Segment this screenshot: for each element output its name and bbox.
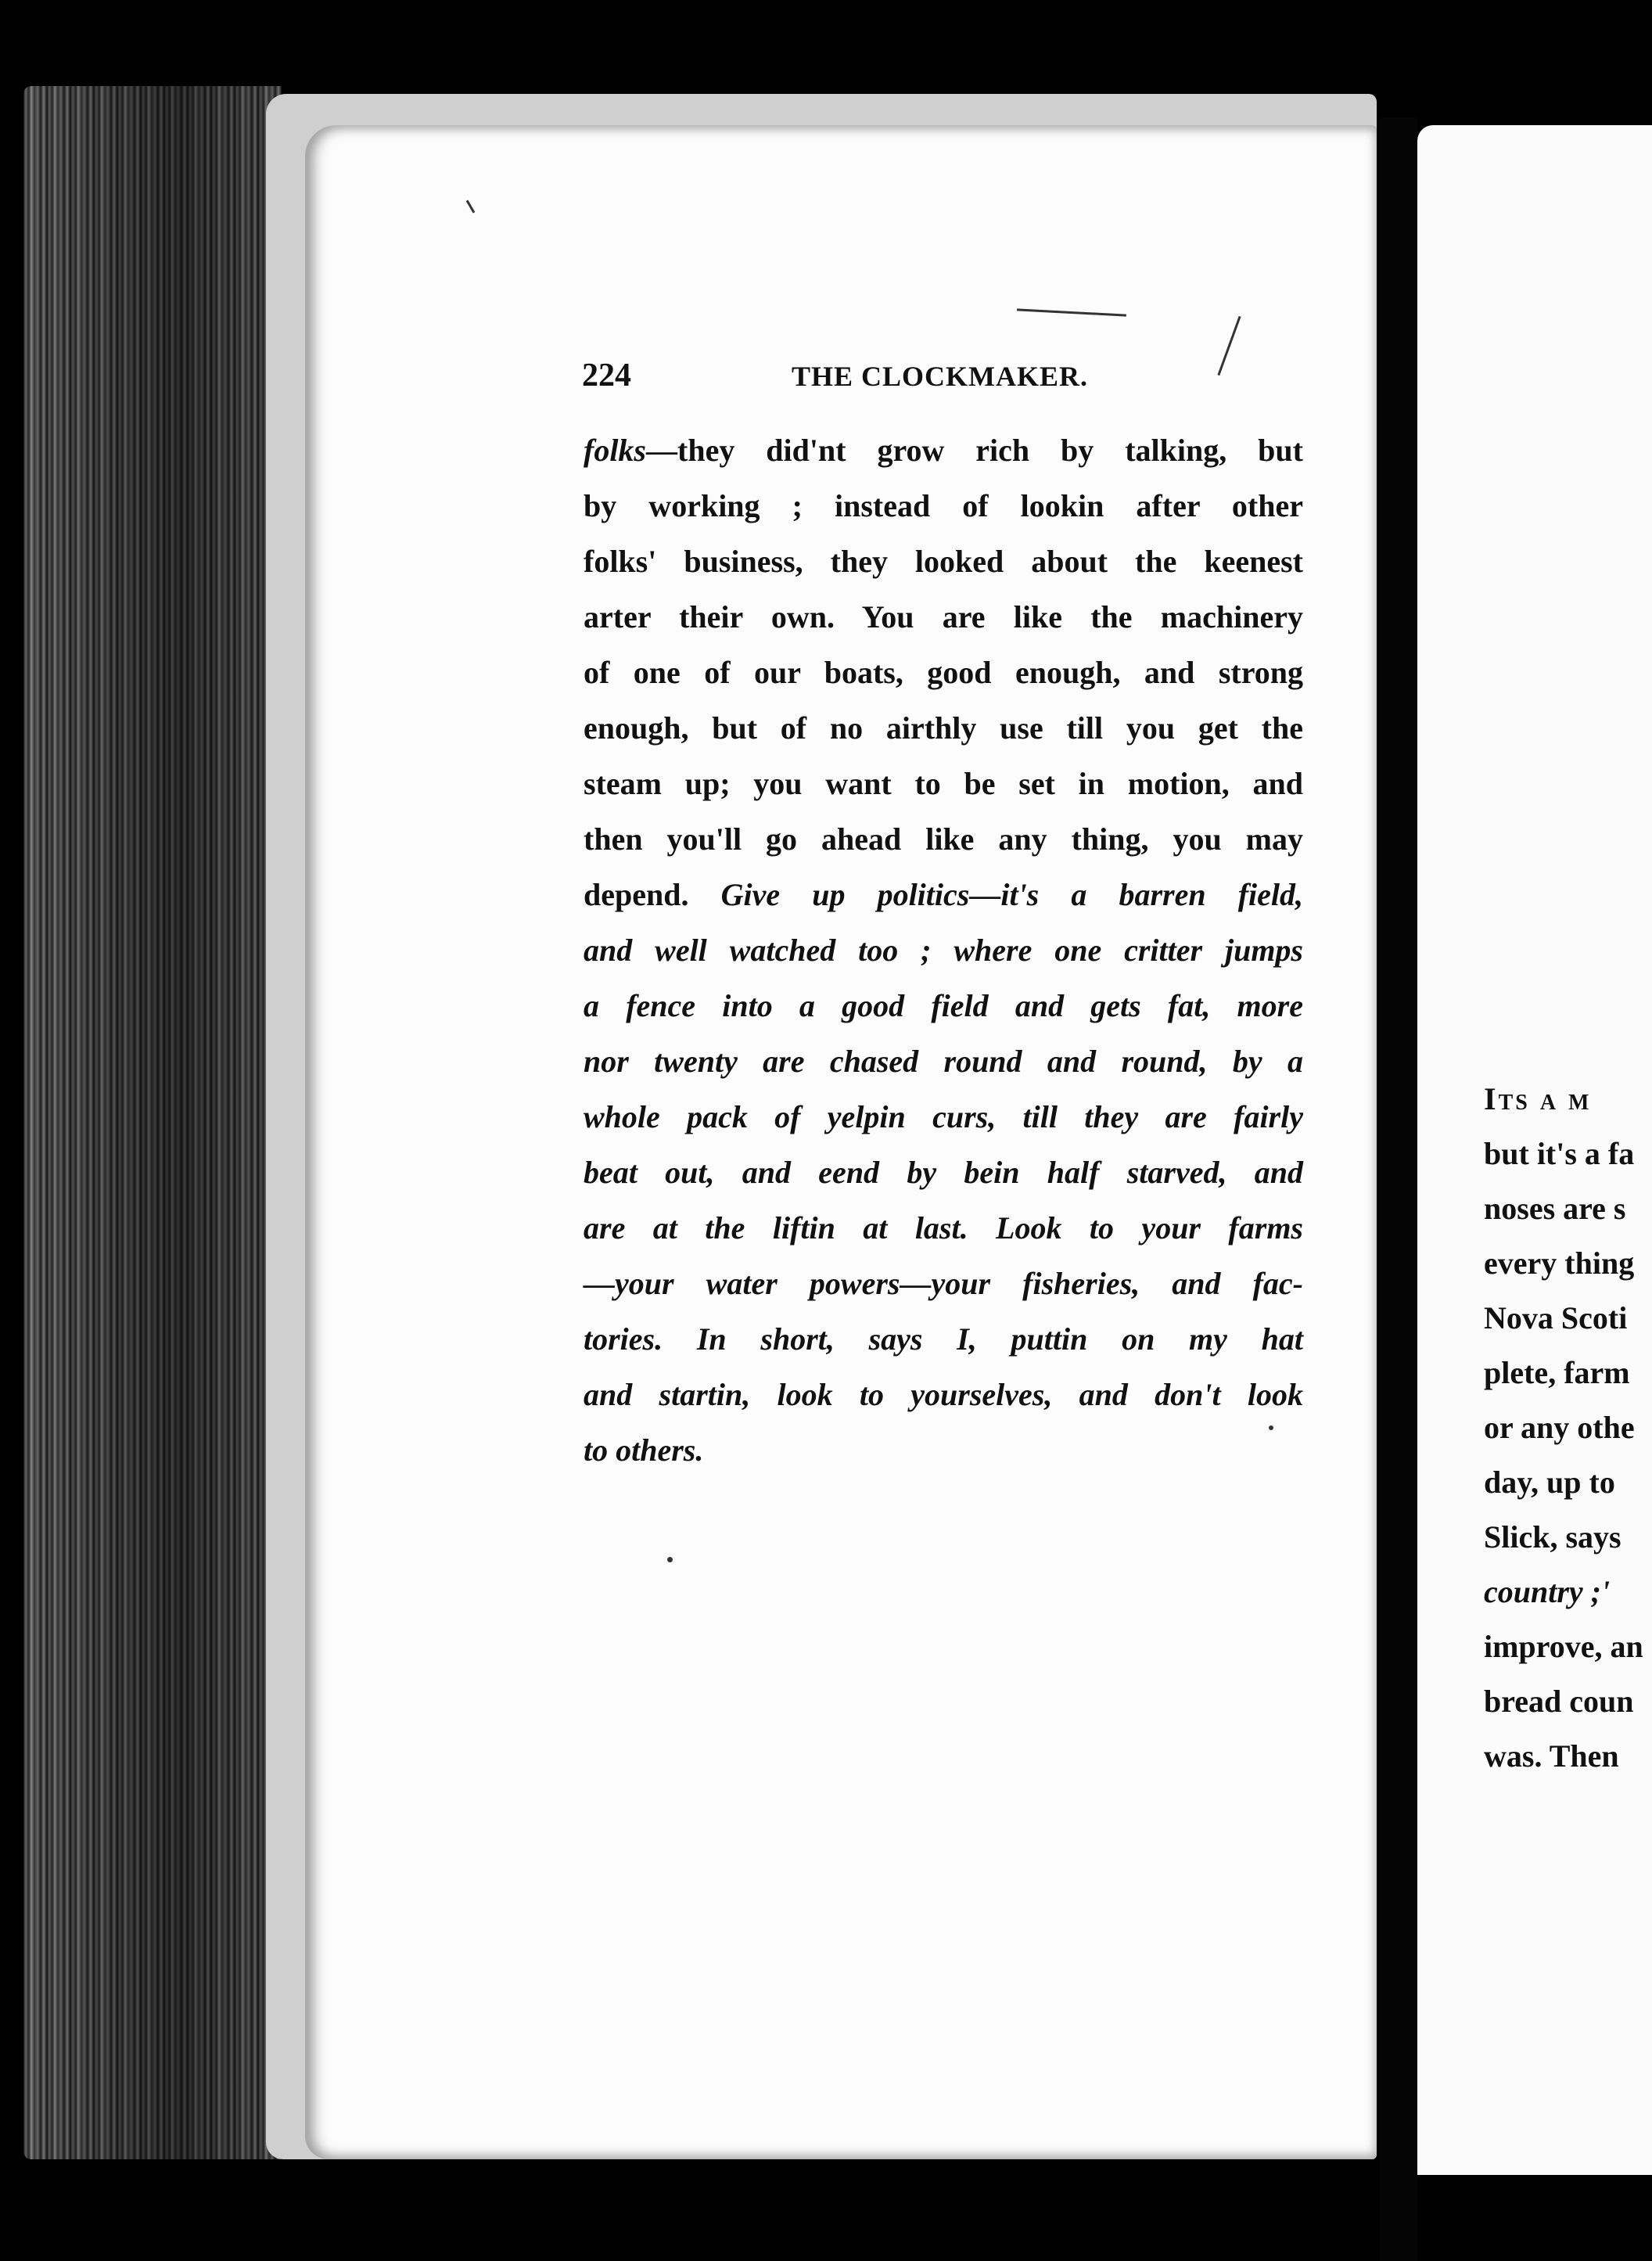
text-line: beat out, and eend by bein half starved, and	[584, 1155, 1303, 1190]
text-line: are at the liftin at last. Look to your farms	[584, 1210, 1303, 1246]
text-segment: Give up politics—it's a barren field,	[720, 877, 1303, 912]
page-header	[582, 357, 1302, 404]
text-line: a fence into a good field and gets fat, more	[584, 988, 1303, 1023]
right-text-line: Its a m	[1484, 1081, 1592, 1116]
text-line: steam up; you want to be set in motion, and	[584, 766, 1303, 801]
right-text-line: was. Then	[1484, 1738, 1619, 1774]
text-line: then you'll go ahead like any thing, you may	[584, 821, 1303, 857]
right-text-line: but it's a fa	[1484, 1136, 1635, 1171]
right-text-line: Nova Scoti	[1484, 1300, 1628, 1335]
running-title: THE CLOCKMAKER.	[792, 361, 1089, 392]
page-number: 224	[582, 358, 631, 394]
text-segment: depend.	[584, 877, 721, 912]
text-line	[584, 422, 1303, 478]
text-line: by working ; instead of lookin after other	[584, 488, 1303, 523]
text-line: to others.	[584, 1432, 704, 1468]
right-text-line: plete, farm	[1484, 1355, 1630, 1390]
text-line: tories. In short, says I, puttin on my hat	[584, 1321, 1303, 1357]
text-line	[584, 867, 1303, 922]
page-edges-shadow	[23, 86, 282, 2159]
text-segment: —they did'nt grow rich by talking, but	[646, 433, 1303, 468]
text-line: nor twenty are chased round and round, by a	[584, 1044, 1303, 1079]
text-line: of one of our boats, good enough, and strong	[584, 655, 1303, 690]
right-text-line: noses are s	[1484, 1191, 1626, 1226]
text-segment: folks	[584, 433, 646, 468]
text-line: whole pack of yelpin curs, till they are fairly	[584, 1099, 1303, 1134]
text-line: and startin, look to yourselves, and don't look	[584, 1377, 1303, 1412]
text-line: enough, but of no airthly use till you get the	[584, 710, 1303, 746]
right-page-text	[1484, 1072, 1652, 1784]
right-text-line: or any othe	[1484, 1410, 1635, 1445]
text-line: arter their own. You are like the machinery	[584, 599, 1303, 634]
right-text-line: bread coun	[1484, 1684, 1634, 1719]
text-line: —your water powers—your fisheries, and fac-	[584, 1266, 1303, 1301]
right-text-line: Slick, says	[1484, 1519, 1621, 1555]
text-line: folks' business, they looked about the keenest	[584, 544, 1303, 579]
body-text	[584, 422, 1303, 1478]
print-mark	[667, 1557, 673, 1562]
book-gutter	[1380, 117, 1417, 2261]
right-text-line: improve, an	[1484, 1629, 1643, 1664]
text-line: and well watched too ; where one critter jumps	[584, 933, 1303, 968]
right-text-line: day, up to	[1484, 1465, 1615, 1500]
right-text-line: every thing	[1484, 1246, 1635, 1281]
right-text-line: country ;'	[1484, 1574, 1611, 1609]
